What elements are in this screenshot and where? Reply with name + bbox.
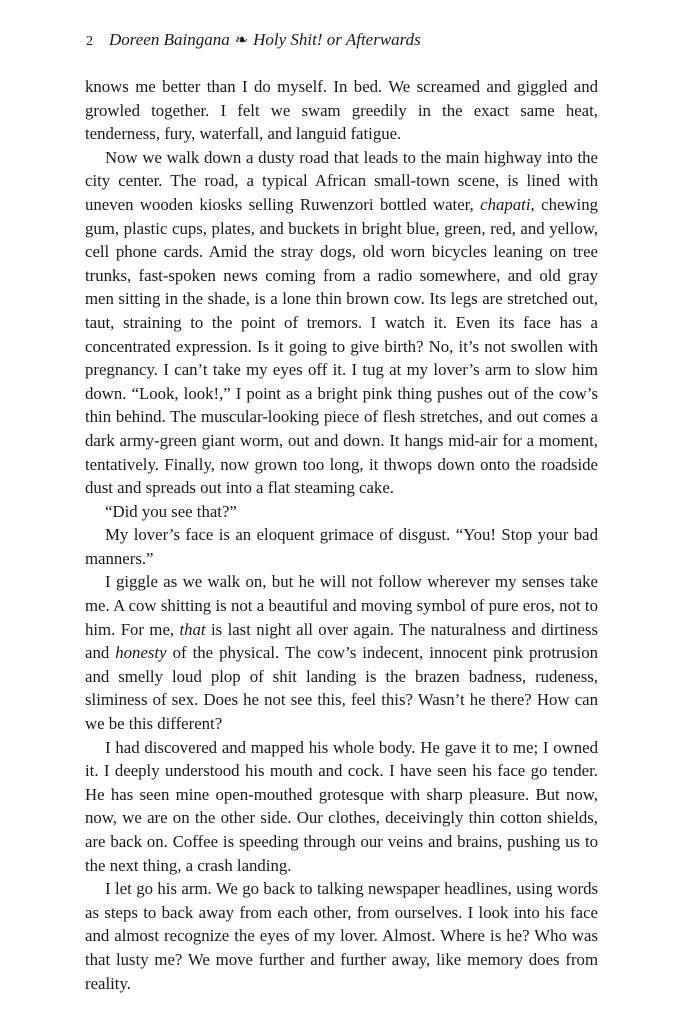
paragraph xyxy=(85,75,598,146)
italic-word: honesty xyxy=(115,643,167,663)
paragraph xyxy=(85,736,598,878)
text-run: Now we walk down a dusty road that leads to the main highway into the city center. The road, a typical African small-town scene, is lined with uneven wooden kiosks selling Ruwenzori bottled water, xyxy=(85,147,598,214)
paragraph xyxy=(85,877,598,995)
text-run: of the physical. The cow’s indecent, innocent pink protrusion and smelly loud plop of shit landing is the brazen badness, rudeness, sliminess of sex. Does he not see this, feel this? Wasn’t he there? How can we be this different? xyxy=(85,643,598,734)
text-run: , chewing gum, plastic cups, plates, and buckets in bright blue, green, red, and yellow, cell phone cards. Amid the stray dogs, old worn bicycles leaning on tree trunks, fast-spoken news coming from a radio somewhere, and old gray men sitting in the shade, is a lone thin brown cow. Its legs are stretched out, taut, straining to the point of tremors. I watch it. Even its face has a concentrated expression. Is it going to give birth? No, it’s not swollen with pregnancy. I can’t take my eyes off it. I tug at my lover’s arm to slow him down. “Look, look!,” I point as a bright pink thing pushes out of the cow’s thin behind. The muscular-looking piece of flesh stretches, and out comes a dark army-green giant worm, out and down. It hangs mid-air for a moment, tentatively. Finally, now grown too long, it thwops down onto the roadside dust and spreads out into a flat steaming cake. xyxy=(85,194,598,498)
text-run: I had discovered and mapped his whole body. He gave it to me; I owned it. I deeply understood his mouth and cock. I have seen his face go tender. He has seen mine open-mouthed grotesque with sharp pleasure. But now, now, we are on the other side. Our clothes, deceivingly thin cotton shields, are back on. Coffee is speeding through our veins and brains, pushing us to the next thing, a crash landing. xyxy=(85,737,598,875)
italic-word: chapati xyxy=(480,194,531,214)
page-number: 2 xyxy=(86,34,93,49)
text-run: “Did you see that?” xyxy=(105,501,237,521)
body-text xyxy=(85,75,598,995)
running-head xyxy=(86,30,606,54)
paragraph xyxy=(85,523,598,570)
fleuron-ornament-icon: ❧ xyxy=(234,32,249,49)
paragraph xyxy=(85,146,598,500)
paragraph xyxy=(85,570,598,735)
chapter-title: Holy Shit! or Afterwards xyxy=(253,30,421,49)
text-run: knows me better than I do myself. In bed. We screamed and giggled and growled together. I felt we swam greedily in the exact same heat, tenderness, fury, waterfall, and languid fatigue. xyxy=(85,77,598,144)
italic-word: that xyxy=(179,619,206,639)
text-run: is last night all over again. The naturalness and dirtiness and xyxy=(85,619,598,663)
author-name: Doreen Baingana xyxy=(109,30,230,49)
paragraph xyxy=(85,500,598,524)
text-run: I let go his arm. We go back to talking newspaper headlines, using words as steps to back away from each other, from ourselves. I look into his face and almost recognize the eyes of my lover. Almost. Where is he? Who was that lusty me? We move further and further away, like memory does from reality. xyxy=(85,879,598,993)
text-run: I giggle as we walk on, but he will not follow wherever my senses take me. A cow shitting is not a beautiful and moving symbol of pure eros, not to him. For me, xyxy=(85,572,598,639)
text-run: My lover’s face is an eloquent grimace of disgust. “You! Stop your bad manners.” xyxy=(85,525,598,568)
